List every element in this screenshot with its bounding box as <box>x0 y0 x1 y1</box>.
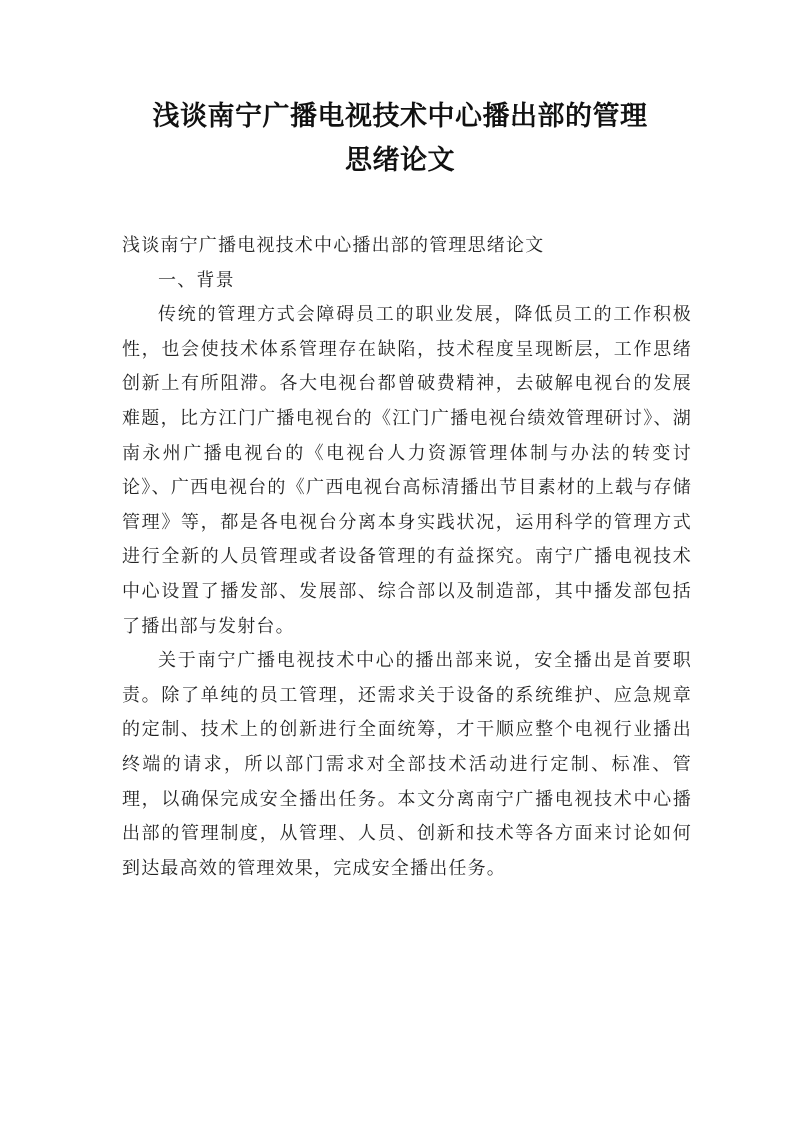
document-subtitle: 浅谈南宁广播电视技术中心播出部的管理思绪论文 <box>122 235 545 256</box>
section-heading: 一、背景 <box>158 269 235 291</box>
body-paragraph-2: 关于南宁广播电视技术中心的播出部来说，安全播出是首要职责。除了单纯的员工管理，还需求关于设备的系统维护、应急规章的定制、技术上的创新进行全面统筹，才干顺应整个电视行业播出终端的请求，所以部门需求对全部技术活动进行定制、标准、管理，以确保完成安全播出任务。本文分离南宁广播电视技术中心播出部的管理制度，从管理、人员、创新和技术等各方面来讨论如何到达最高效的管理效果，完成安全播出任务。 <box>122 650 692 879</box>
body-paragraph-1: 传统的管理方式会障碍员工的职业发展，降低员工的工作积极性，也会使技术体系管理存在缺陷，技术程度呈现断层，工作思绪创新上有所阻滞。各大电视台都曾破费精神，去破解电视台的发展难题，比方江门广播电视台的《江门广播电视台绩效管理研讨》、湖南永州广播电视台的《电视台人力资源管理体制与办法的转变讨论》、广西电视台的《广西电视台高标清播出节目素材的上载与存储管理》等，都是各电视台分离本身实践状况，运用科学的管理方式进行全新的人员管理或者设备管理的有益探究。南宁广播电视技术中心设置了播发部、发展部、综合部以及制造部，其中播发部包括了播出部与发射台。 <box>122 304 692 637</box>
document-title-line-2: 思绪论文 <box>345 145 455 176</box>
document-title <box>100 95 700 183</box>
document-title-line-1: 浅谈南宁广播电视技术中心播出部的管理 <box>152 101 648 132</box>
document-body <box>122 229 692 886</box>
